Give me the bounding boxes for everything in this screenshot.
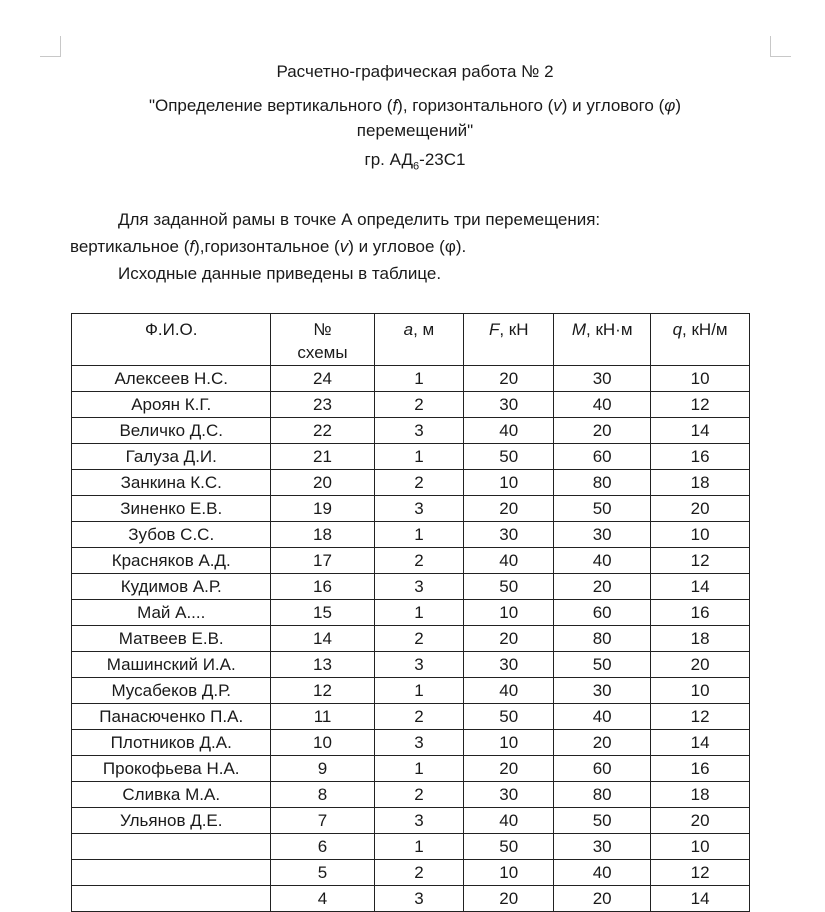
cell-scheme: 24 (271, 366, 374, 392)
header-f: F, кН (464, 314, 554, 366)
table-row (72, 548, 750, 574)
cell-m: 20 (554, 730, 651, 756)
cell-a: 3 (374, 574, 464, 600)
table-row (72, 600, 750, 626)
cell-scheme: 19 (271, 496, 374, 522)
cell-name: Машинский И.А. (72, 652, 271, 678)
cell-q: 12 (651, 548, 750, 574)
cell-m: 30 (554, 366, 651, 392)
table-row (72, 470, 750, 496)
cell-m: 40 (554, 392, 651, 418)
cell-q: 12 (651, 392, 750, 418)
cell-q: 12 (651, 704, 750, 730)
table-row (72, 496, 750, 522)
cell-scheme: 18 (271, 522, 374, 548)
cell-q: 10 (651, 366, 750, 392)
table-row (72, 366, 750, 392)
cell-scheme: 21 (271, 444, 374, 470)
cell-name (72, 860, 271, 886)
intro-paragraph-1: Для заданной рамы в точке А определить три перемещения: (118, 210, 601, 229)
cell-scheme: 20 (271, 470, 374, 496)
data-table (71, 313, 750, 912)
intro-paragraph-3: Исходные данные приведены в таблице. (118, 264, 442, 283)
cell-f: 40 (464, 418, 554, 444)
cell-f: 40 (464, 678, 554, 704)
cell-m: 60 (554, 756, 651, 782)
table-row (72, 704, 750, 730)
cell-a: 2 (374, 392, 464, 418)
cell-a: 1 (374, 522, 464, 548)
cell-scheme: 6 (271, 834, 374, 860)
cell-m: 30 (554, 522, 651, 548)
table-row (72, 808, 750, 834)
cell-f: 10 (464, 470, 554, 496)
cell-q: 10 (651, 678, 750, 704)
cell-name: Красняков А.Д. (72, 548, 271, 574)
cell-a: 2 (374, 704, 464, 730)
cell-scheme: 12 (271, 678, 374, 704)
cell-scheme: 16 (271, 574, 374, 600)
cell-m: 60 (554, 444, 651, 470)
cell-scheme: 17 (271, 548, 374, 574)
cell-name: Сливка М.А. (72, 782, 271, 808)
cell-f: 50 (464, 444, 554, 470)
table-body (72, 366, 750, 912)
cell-f: 30 (464, 652, 554, 678)
cell-q: 14 (651, 574, 750, 600)
cell-q: 16 (651, 756, 750, 782)
cell-a: 1 (374, 366, 464, 392)
cell-scheme: 13 (271, 652, 374, 678)
table-row (72, 522, 750, 548)
cell-name: Ульянов Д.Е. (72, 808, 271, 834)
cell-f: 10 (464, 730, 554, 756)
table-row (72, 834, 750, 860)
cell-f: 40 (464, 548, 554, 574)
header-q: q, кН/м (651, 314, 750, 366)
cell-scheme: 14 (271, 626, 374, 652)
cell-m: 20 (554, 574, 651, 600)
cell-f: 20 (464, 366, 554, 392)
header-scheme: № схемы (271, 314, 374, 366)
cell-f: 10 (464, 600, 554, 626)
cell-scheme: 5 (271, 860, 374, 886)
cell-name: Алексеев Н.С. (72, 366, 271, 392)
cell-m: 50 (554, 652, 651, 678)
cell-a: 2 (374, 860, 464, 886)
cell-m: 80 (554, 626, 651, 652)
cell-scheme: 9 (271, 756, 374, 782)
cell-name: Матвеев Е.В. (72, 626, 271, 652)
cell-a: 1 (374, 678, 464, 704)
cell-a: 2 (374, 548, 464, 574)
cell-f: 10 (464, 860, 554, 886)
cell-name: Зиненко Е.В. (72, 496, 271, 522)
cell-name: Прокофьева Н.А. (72, 756, 271, 782)
cell-scheme: 4 (271, 886, 374, 912)
cell-m: 30 (554, 834, 651, 860)
cell-m: 60 (554, 600, 651, 626)
table-row (72, 730, 750, 756)
cell-a: 2 (374, 782, 464, 808)
header-a: a, м (374, 314, 464, 366)
cell-a: 3 (374, 652, 464, 678)
cell-m: 20 (554, 418, 651, 444)
cell-a: 2 (374, 626, 464, 652)
cell-name (72, 834, 271, 860)
cell-a: 3 (374, 418, 464, 444)
cell-m: 80 (554, 782, 651, 808)
cell-m: 50 (554, 808, 651, 834)
cell-f: 50 (464, 574, 554, 600)
cell-q: 20 (651, 496, 750, 522)
table-header-row (72, 314, 750, 366)
cell-scheme: 22 (271, 418, 374, 444)
cell-q: 20 (651, 652, 750, 678)
table-row (72, 756, 750, 782)
cell-f: 50 (464, 834, 554, 860)
cell-name: Май А.... (72, 600, 271, 626)
cell-q: 18 (651, 626, 750, 652)
page-corner-mark-right (770, 36, 791, 57)
cell-q: 16 (651, 444, 750, 470)
cell-scheme: 11 (271, 704, 374, 730)
header-name: Ф.И.О. (72, 314, 271, 366)
cell-name: Величко Д.С. (72, 418, 271, 444)
cell-f: 20 (464, 886, 554, 912)
cell-a: 1 (374, 600, 464, 626)
cell-name: Ароян К.Г. (72, 392, 271, 418)
cell-f: 40 (464, 808, 554, 834)
table-row (72, 886, 750, 912)
cell-q: 14 (651, 886, 750, 912)
cell-name: Кудимов А.Р. (72, 574, 271, 600)
cell-m: 40 (554, 704, 651, 730)
cell-m: 40 (554, 860, 651, 886)
cell-scheme: 10 (271, 730, 374, 756)
table-row (72, 782, 750, 808)
cell-q: 10 (651, 522, 750, 548)
cell-name: Занкина К.С. (72, 470, 271, 496)
cell-f: 20 (464, 626, 554, 652)
cell-f: 30 (464, 522, 554, 548)
intro-paragraph-2: вертикальное (f),горизонтальное (v) и угловое (φ). (70, 237, 467, 256)
cell-name: Панасюченко П.А. (72, 704, 271, 730)
cell-name: Мусабеков Д.Р. (72, 678, 271, 704)
cell-a: 2 (374, 470, 464, 496)
table-row (72, 678, 750, 704)
cell-name: Галуза Д.И. (72, 444, 271, 470)
cell-f: 50 (464, 704, 554, 730)
cell-scheme: 8 (271, 782, 374, 808)
cell-q: 12 (651, 860, 750, 886)
page-corner-mark-left (40, 36, 61, 57)
cell-q: 10 (651, 834, 750, 860)
cell-a: 1 (374, 756, 464, 782)
cell-m: 50 (554, 496, 651, 522)
cell-scheme: 15 (271, 600, 374, 626)
cell-m: 40 (554, 548, 651, 574)
cell-q: 14 (651, 418, 750, 444)
cell-a: 3 (374, 808, 464, 834)
cell-scheme: 7 (271, 808, 374, 834)
table-row (72, 574, 750, 600)
cell-name: Зубов С.С. (72, 522, 271, 548)
table-row (72, 652, 750, 678)
document-subtitle: "Определение вертикального (f), горизонтального (v) и углового (φ) перемещений" (148, 96, 682, 140)
cell-f: 20 (464, 496, 554, 522)
header-m: M, кН·м (554, 314, 651, 366)
cell-a: 1 (374, 444, 464, 470)
cell-q: 18 (651, 782, 750, 808)
table-row (72, 860, 750, 886)
table-row (72, 418, 750, 444)
cell-m: 20 (554, 886, 651, 912)
cell-m: 80 (554, 470, 651, 496)
cell-m: 30 (554, 678, 651, 704)
cell-f: 30 (464, 782, 554, 808)
cell-a: 3 (374, 730, 464, 756)
cell-a: 1 (374, 834, 464, 860)
table-row (72, 392, 750, 418)
table-row (72, 444, 750, 470)
cell-scheme: 23 (271, 392, 374, 418)
cell-a: 3 (374, 886, 464, 912)
document-title: Расчетно-графическая работа № 2 (276, 62, 554, 81)
cell-name: Плотников Д.А. (72, 730, 271, 756)
cell-a: 3 (374, 496, 464, 522)
cell-q: 20 (651, 808, 750, 834)
cell-f: 20 (464, 756, 554, 782)
group-label: гр. $АД_6-23С1$ (364, 150, 466, 173)
cell-f: 30 (464, 392, 554, 418)
table-row (72, 626, 750, 652)
cell-q: 14 (651, 730, 750, 756)
cell-q: 16 (651, 600, 750, 626)
cell-q: 18 (651, 470, 750, 496)
cell-name (72, 886, 271, 912)
